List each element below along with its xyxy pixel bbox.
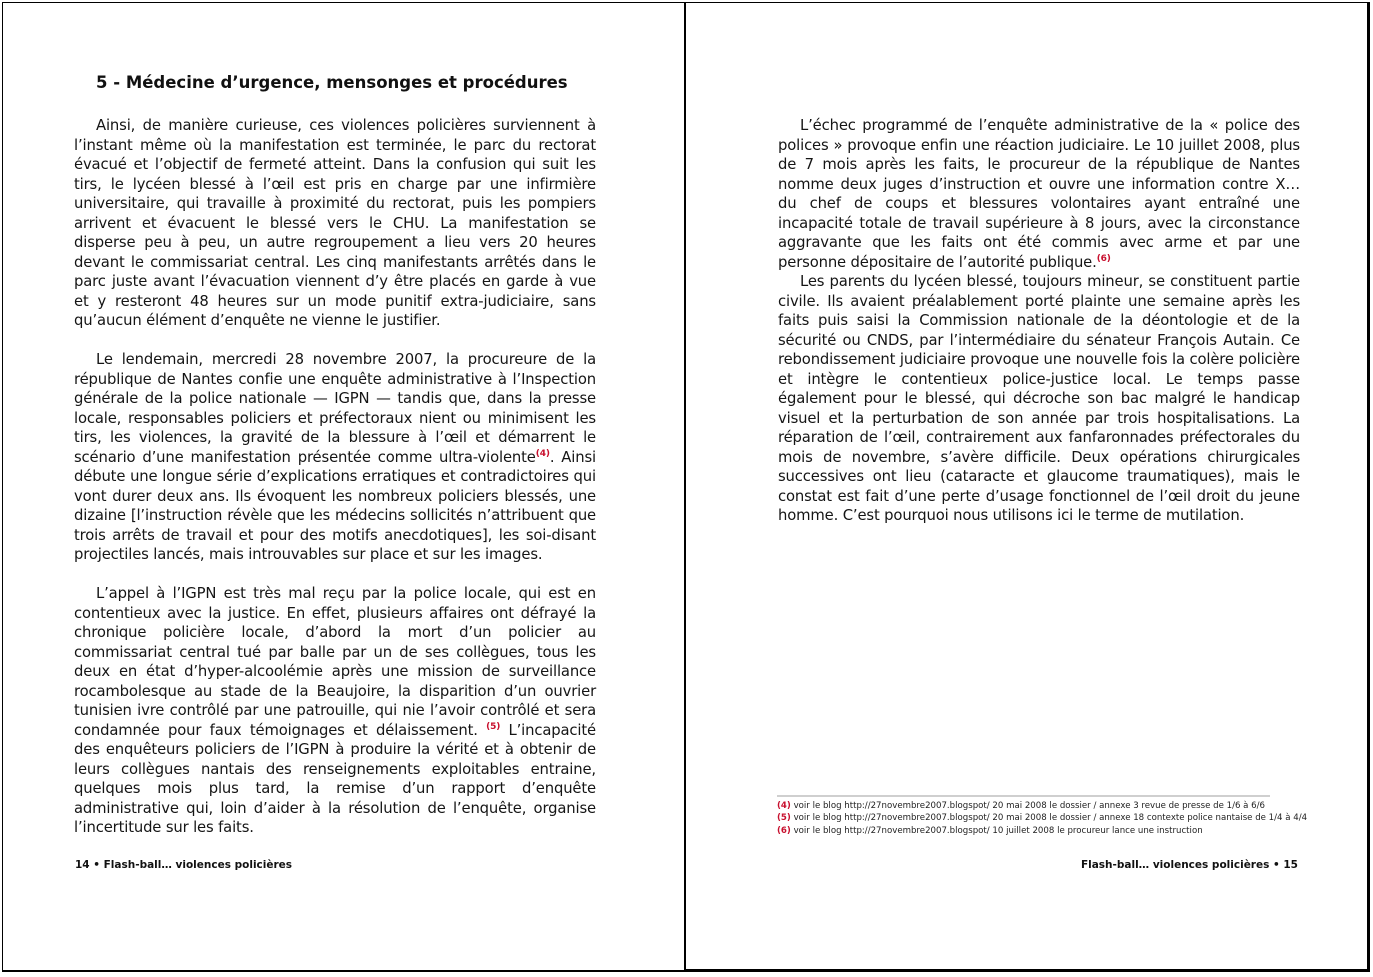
paragraph	[778, 116, 1300, 272]
footnote-ref-6: (6)	[1096, 253, 1111, 264]
paragraph-text: . Ainsi débute une longue série d’explications erratiques et contradictoires qui vont durer deux ans. Ils évoquent les nombreux policiers blessés, une dizaine [l’instruction révèle que les médecins sollicités n’attribuent que trois arrêts de travail et pour des motifs anecdotiques], les soi-disant projectiles lancés, mais introuvables sur place et sur les images.	[74, 448, 596, 563]
paragraph	[74, 584, 596, 838]
paragraph-text: L’échec programmé de l’enquête administrative de la « police des polices » provoque enfin une réaction judiciaire. Le 10 juillet 2008, plus de 7 mois après les faits, le procureur de la république de Nantes nomme deux juges d’instruction et ouvre une information contre X… du chef de coups et blessures volontaires ayant entraîné une incapacité totale de travail supérieure à 8 jours, avec la circonstance aggravante que les faits ont été commis avec arme et par une personne dépositaire de l’autorité publique.	[778, 117, 1300, 271]
footnote-divider	[777, 795, 1270, 797]
footnote	[777, 825, 1297, 837]
chapter-heading: 5 - Médecine d’urgence, mensonges et procédures	[96, 73, 568, 92]
footnote	[777, 800, 1297, 812]
footnote-text: voir le blog http://27novembre2007.blogspot/ 20 mai 2008 le dossier / annexe 3 revue de presse de 1/6 à 6/6	[793, 801, 1265, 811]
footnote-marker: (5)	[777, 813, 791, 824]
right-page	[686, 2, 1370, 972]
paragraph-text: L’appel à l’IGPN est très mal reçu par la police locale, qui est en contentieux avec la justice. En effet, plusieurs affaires ont défrayé la chronique policière locale, d’abord la mort d’un policier au commissariat central tué par balle par un de ses collègues, tous les deux en état d’hyper-alcoolémie après une mission de surveillance rocambolesque au stade de la Beaujoire, la disparition d’un ouvrier tunisien ivre contrôlé par une patrouille, qui nie l’avoir contrôlé et sera condamnée pour faux témoignages et délaissement.	[74, 585, 596, 739]
footnote-ref-4: (4)	[535, 448, 550, 459]
paragraph	[74, 350, 596, 565]
footnote-text: voir le blog http://27novembre2007.blogspot/ 10 juillet 2008 le procureur lance une instruction	[793, 825, 1203, 836]
footnotes	[777, 795, 1308, 837]
page-folio-left: 14 • Flash-ball… violences policières	[75, 859, 293, 871]
paragraph-text: Le lendemain, mercredi 28 novembre 2007, la procureure de la république de Nantes confie une enquête administrative à l’Inspection générale de la police nationale — IGPN — tandis que, dans la presse locale, responsables policiers et préfectoraux nient ou minimisent les tirs, les violences, la gravité de la blessure à l’œil et démarrent le scénario d’une manifestation présentée comme ultra-violente	[74, 351, 596, 466]
left-page	[2, 2, 686, 972]
paragraph: Les parents du lycéen blessé, toujours mineur, se constituent partie civile. Ils avaient préalablement porté plainte une semaine après les faits puis saisi la Commission nationale de la déontologie et de la sécurité ou CNDS, par l’intermédiaire du sénateur François Autain. Ce rebondissement judiciaire provoque une nouvelle fois la colère policière et intègre le contentieux police-justice local. Le temps passe également pour le blessé, qui décroche son bac malgré le handicap visuel et la perturbation de son année par trois hospitalisations. La réparation de l’œil, contrairement aux fanfaronnades préfectorales du mois de novembre, s’avère difficile. Deux opérations chirurgicales successives ont lieu (cataracte et glaucome traumatiques), mais le constat est fait d’une perte d’usage fonctionnel de l’œil droit du jeune homme. C’est pourquoi nous utilisons ici le terme de mutilation.	[778, 273, 1300, 524]
footnote-marker: (4)	[777, 801, 791, 811]
page-folio-right: Flash-ball… violences policières • 15	[1080, 859, 1298, 871]
footnote	[777, 812, 1308, 824]
left-body-text	[74, 116, 596, 838]
footnote-text: voir le blog http://27novembre2007.blogspot/ 20 mai 2008 le dossier / annexe 18 contexte police nantaise de 1/4 à 4/4	[793, 813, 1308, 824]
footnote-marker: (6)	[777, 825, 791, 836]
paragraph-text: L’incapacité des enquêteurs policiers de l’IGPN à produire la vérité et à obtenir de leurs collègues nantais des renseignements exploitables entraine, quelques mois plus tard, la remise d’un rapport d’enquête administrative qui, loin d’aider à la résolution de l’enquête, organise l’incertitude sur les faits.	[74, 721, 596, 836]
footnote-ref-5: (5)	[486, 721, 501, 732]
paragraph: Ainsi, de manière curieuse, ces violences policières surviennent à l’instant même où la manifestation est terminée, le parc du rectorat évacué et l’objectif de fermeté atteint. Dans la confusion qui suit les tirs, le lycéen blessé à l’œil est pris en charge par une infirmière universitaire, qui travaille à proximité du rectorat, puis les pompiers arrivent et évacuent le blessé vers le CHU. La manifestation se disperse peu à peu, un autre regroupement a lieu vers 20 heures devant le commissariat central. Les cinq manifestants arrêtés dans le parc juste avant l’évacuation viennent d’y être placés en garde à vue et y resteront 48 heures sur un mode punitif extra-judiciaire, sans qu’aucun élément d’enquête ne vienne le justifier.	[74, 117, 596, 329]
right-body-text	[778, 116, 1300, 526]
